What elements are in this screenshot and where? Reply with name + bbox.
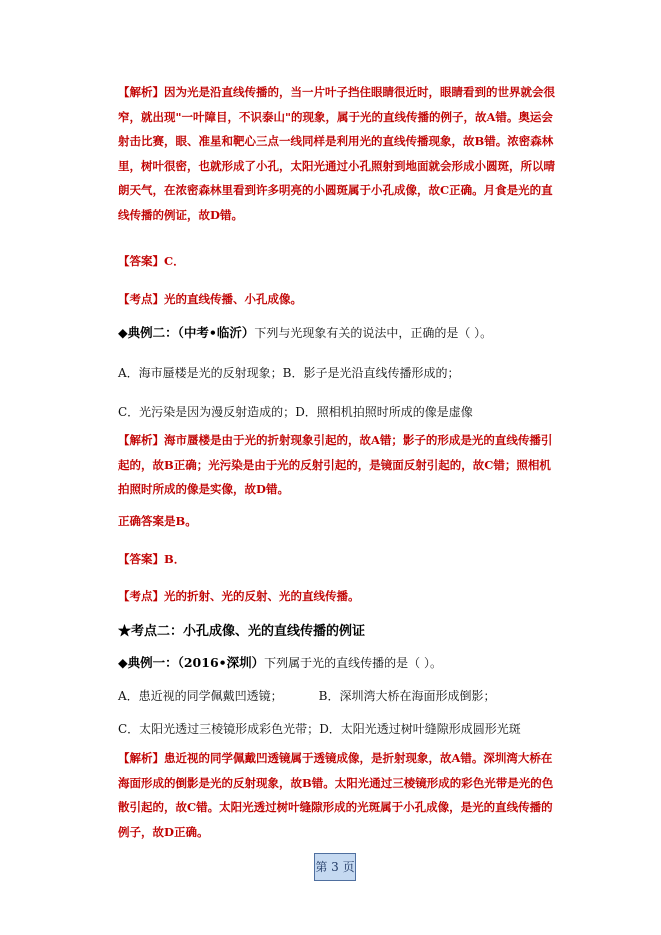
- s1-analysis: 【解析】因为光是沿直线传播的，当一片叶子挡住眼睛很近时，眼睛看到的世界就会很窄，就出现"一叶障目，不识泰山"的现象，属于光的直线传播的例子，故A错。奥运会射击比赛，眼、准星和靶心三点一线同样是利用光的直线传播现象，故B错。浓密森林里，树叶很密，也就形成了小孔，太阳光通过小孔照射到地面就会形成小圆斑，所以晴朗天气，在浓密森林里看到许多明亮的小圆斑属于小孔成像，故C正确。月食是光的直线传播的例证，故D错。: [118, 85, 555, 222]
- example-two-analysis: 【解析】海市蜃楼是由于光的折射现象引起的，故A错；影子的形成是光的直线传播引起的，故B正确；光污染是由于光的反射引起的，是镜面反射引起的，故C错；照相机拍照时所成的像是实像，故D错。: [118, 433, 553, 496]
- page-number: 第 3 页: [314, 853, 356, 881]
- example-one-heading: [118, 652, 560, 674]
- example-one-analysis: 【解析】患近视的同学佩戴凹透镜属于透镜成像，是折射现象，故A错。深圳湾大桥在海面形成的倒影是光的反射现象，故B错。太阳光通过三棱镜形成的彩色光带是光的色散引起的，故C错。太阳光透过树叶缝隙形成的光斑属于小孔成像，是光的直线传播的例子，故D正确。: [118, 751, 554, 839]
- s1-point: 【考点】光的直线传播、小孔成像。: [118, 292, 302, 306]
- example-two-heading: [118, 322, 560, 344]
- example-two-correct: 正确答案是B。: [118, 514, 197, 528]
- example-two-point: 【考点】光的折射、光的反射、光的直线传播。: [118, 589, 360, 603]
- example-one-title: ◆典例一：（2016•深圳）: [118, 655, 265, 670]
- s1-answer: 【答案】C．: [118, 254, 185, 268]
- example-two-option-b: B．影子是光沿直线传播形成的；: [282, 366, 460, 380]
- topic-two-title: ★考点二：小孔成像、光的直线传播的例证: [118, 624, 366, 639]
- example-two-option-d: D．照相机拍照时所成的像是虚像: [295, 405, 473, 419]
- example-one-question: 下列属于光的直线传播的是（ ）。: [264, 656, 442, 670]
- example-one-option-a: A．患近视的同学佩戴凹透镜；: [118, 689, 283, 703]
- example-two-option-c: C．光污染是因为漫反射造成的；: [118, 405, 296, 419]
- example-two-title: ◆典例二：（中考•临沂）: [118, 325, 255, 340]
- example-two-question: 下列与光现象有关的说法中，正确的是（ ）。: [254, 326, 493, 340]
- example-one-option-d: D．太阳光透过树叶缝隙形成圆形光斑: [319, 722, 521, 736]
- example-two-option-a: A．海市蜃楼是光的反射现象；: [118, 366, 283, 380]
- example-one-options-ab: [118, 685, 560, 707]
- example-two-options-ab: [118, 362, 560, 384]
- example-two-options-cd: [118, 401, 560, 423]
- example-one-option-b: B．深圳湾大桥在海面形成倒影；: [318, 689, 496, 703]
- example-one-options-cd: [118, 718, 560, 740]
- example-one-option-c: C．太阳光透过三棱镜形成彩色光带；: [118, 722, 320, 736]
- example-two-answer: 【答案】B．: [118, 552, 186, 566]
